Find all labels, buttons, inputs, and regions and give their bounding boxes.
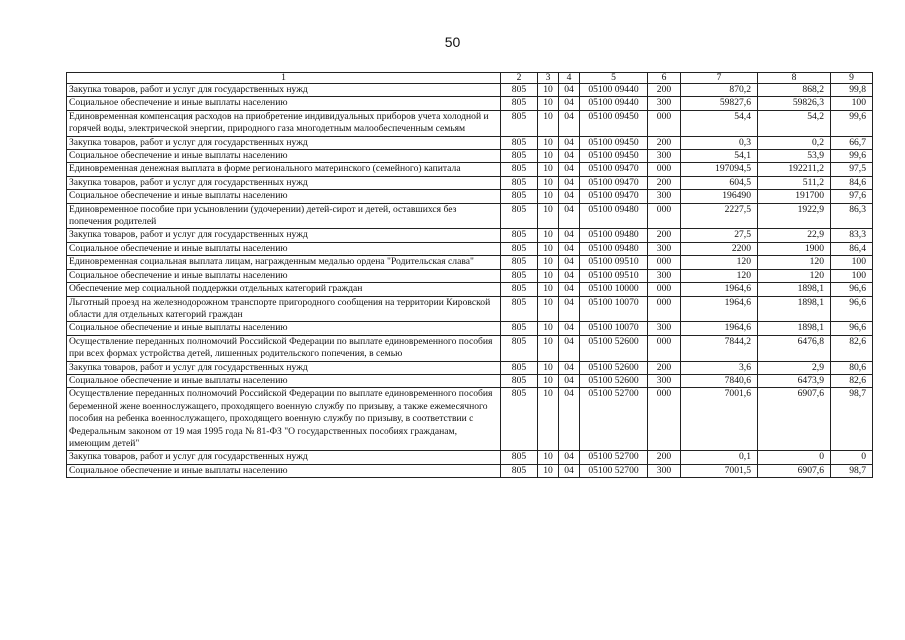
subsection-cell: 04: [559, 242, 580, 255]
expense-type-cell: 000: [648, 256, 681, 269]
executed-amount-cell: 22,9: [758, 229, 831, 242]
row-name-cell: Единовременная компенсация расходов на приобретение индивидуальных приборов учета холодной и горячей воды, электрической энергии, природного газа многодетным малообеспеченным семьям: [67, 110, 501, 136]
table-row: [67, 190, 873, 203]
execution-percent-cell: 82,6: [831, 374, 873, 387]
row-name-cell: Закупка товаров, работ и услуг для государственных нужд: [67, 176, 501, 189]
subsection-cell: 04: [559, 322, 580, 335]
expense-type-cell: 200: [648, 84, 681, 97]
subsection-cell: 04: [559, 296, 580, 322]
table-row: [67, 322, 873, 335]
planned-amount-cell: 197094,5: [681, 163, 758, 176]
execution-percent-cell: 96,6: [831, 322, 873, 335]
table-row: [67, 97, 873, 110]
column-header: 2: [501, 73, 538, 84]
execution-percent-cell: 80,6: [831, 361, 873, 374]
row-name-cell: Социальное обеспечение и иные выплаты населению: [67, 322, 501, 335]
subsection-cell: 04: [559, 283, 580, 296]
row-name-cell: Единовременное пособие при усыновлении (удочерении) детей-сирот и детей, оставшихся без попечения родителей: [67, 203, 501, 229]
expense-type-cell: 200: [648, 361, 681, 374]
executed-amount-cell: 6473,9: [758, 374, 831, 387]
planned-amount-cell: 1964,6: [681, 283, 758, 296]
planned-amount-cell: 3,6: [681, 361, 758, 374]
target-article-cell: 05100 09480: [580, 203, 648, 229]
executed-amount-cell: 1898,1: [758, 322, 831, 335]
table-row: [67, 388, 873, 451]
planned-amount-cell: 54,4: [681, 110, 758, 136]
table-row: [67, 296, 873, 322]
subsection-cell: 04: [559, 451, 580, 464]
target-article-cell: 05100 52600: [580, 335, 648, 361]
expense-type-cell: 200: [648, 176, 681, 189]
planned-amount-cell: 0,3: [681, 136, 758, 149]
execution-percent-cell: 97,5: [831, 163, 873, 176]
target-article-cell: 05100 09440: [580, 97, 648, 110]
table-row: [67, 335, 873, 361]
planned-amount-cell: 120: [681, 269, 758, 282]
expense-type-cell: 300: [648, 269, 681, 282]
planned-amount-cell: 27,5: [681, 229, 758, 242]
column-header: 5: [580, 73, 648, 84]
table-row: [67, 269, 873, 282]
row-name-cell: Социальное обеспечение и иные выплаты населению: [67, 464, 501, 477]
chapter-code-cell: 805: [501, 242, 538, 255]
execution-percent-cell: 98,7: [831, 464, 873, 477]
target-article-cell: 05100 10000: [580, 283, 648, 296]
section-cell: 10: [538, 110, 559, 136]
table-row: [67, 451, 873, 464]
section-cell: 10: [538, 136, 559, 149]
executed-amount-cell: 1922,9: [758, 203, 831, 229]
table-row: [67, 110, 873, 136]
target-article-cell: 05100 52700: [580, 388, 648, 451]
section-cell: 10: [538, 97, 559, 110]
expense-type-cell: 000: [648, 110, 681, 136]
planned-amount-cell: 2227,5: [681, 203, 758, 229]
section-cell: 10: [538, 229, 559, 242]
chapter-code-cell: 805: [501, 203, 538, 229]
planned-amount-cell: 7840,6: [681, 374, 758, 387]
section-cell: 10: [538, 150, 559, 163]
section-cell: 10: [538, 451, 559, 464]
planned-amount-cell: 870,2: [681, 84, 758, 97]
row-name-cell: Закупка товаров, работ и услуг для государственных нужд: [67, 361, 501, 374]
section-cell: 10: [538, 84, 559, 97]
executed-amount-cell: 0,2: [758, 136, 831, 149]
expense-type-cell: 300: [648, 322, 681, 335]
section-cell: 10: [538, 374, 559, 387]
expense-type-cell: 200: [648, 229, 681, 242]
chapter-code-cell: 805: [501, 110, 538, 136]
row-name-cell: Закупка товаров, работ и услуг для государственных нужд: [67, 136, 501, 149]
executed-amount-cell: 1900: [758, 242, 831, 255]
target-article-cell: 05100 52600: [580, 361, 648, 374]
table-row: [67, 374, 873, 387]
expense-type-cell: 300: [648, 190, 681, 203]
planned-amount-cell: 1964,6: [681, 322, 758, 335]
chapter-code-cell: 805: [501, 97, 538, 110]
executed-amount-cell: 54,2: [758, 110, 831, 136]
target-article-cell: 05100 09450: [580, 150, 648, 163]
section-cell: 10: [538, 190, 559, 203]
expense-type-cell: 300: [648, 242, 681, 255]
expense-type-cell: 000: [648, 296, 681, 322]
table-row: [67, 242, 873, 255]
executed-amount-cell: 191700: [758, 190, 831, 203]
subsection-cell: 04: [559, 256, 580, 269]
execution-percent-cell: 100: [831, 97, 873, 110]
planned-amount-cell: 120: [681, 256, 758, 269]
executed-amount-cell: 6476,8: [758, 335, 831, 361]
chapter-code-cell: 805: [501, 464, 538, 477]
expense-type-cell: 000: [648, 388, 681, 451]
target-article-cell: 05100 52700: [580, 451, 648, 464]
planned-amount-cell: 7001,5: [681, 464, 758, 477]
section-cell: 10: [538, 269, 559, 282]
subsection-cell: 04: [559, 269, 580, 282]
column-header: 7: [681, 73, 758, 84]
chapter-code-cell: 805: [501, 361, 538, 374]
subsection-cell: 04: [559, 361, 580, 374]
row-name-cell: Закупка товаров, работ и услуг для государственных нужд: [67, 229, 501, 242]
executed-amount-cell: 6907,6: [758, 388, 831, 451]
table-row: [67, 283, 873, 296]
expense-type-cell: 000: [648, 163, 681, 176]
planned-amount-cell: 7001,6: [681, 388, 758, 451]
table-row: [67, 203, 873, 229]
expense-type-cell: 300: [648, 464, 681, 477]
chapter-code-cell: 805: [501, 256, 538, 269]
chapter-code-cell: 805: [501, 322, 538, 335]
chapter-code-cell: 805: [501, 335, 538, 361]
chapter-code-cell: 805: [501, 190, 538, 203]
subsection-cell: 04: [559, 150, 580, 163]
table-row: [67, 150, 873, 163]
table-row: [67, 136, 873, 149]
executed-amount-cell: 120: [758, 256, 831, 269]
subsection-cell: 04: [559, 84, 580, 97]
target-article-cell: 05100 52600: [580, 374, 648, 387]
page-number: 50: [444, 34, 461, 50]
target-article-cell: 05100 09440: [580, 84, 648, 97]
executed-amount-cell: 1898,1: [758, 296, 831, 322]
subsection-cell: 04: [559, 388, 580, 451]
table-row: [67, 163, 873, 176]
execution-percent-cell: 99,6: [831, 150, 873, 163]
table-row: [67, 229, 873, 242]
planned-amount-cell: 7844,2: [681, 335, 758, 361]
execution-percent-cell: 98,7: [831, 388, 873, 451]
row-name-cell: Закупка товаров, работ и услуг для государственных нужд: [67, 451, 501, 464]
section-cell: 10: [538, 203, 559, 229]
execution-percent-cell: 66,7: [831, 136, 873, 149]
planned-amount-cell: 2200: [681, 242, 758, 255]
execution-percent-cell: 99,6: [831, 110, 873, 136]
chapter-code-cell: 805: [501, 176, 538, 189]
column-header: 8: [758, 73, 831, 84]
target-article-cell: 05100 09450: [580, 110, 648, 136]
target-article-cell: 05100 09480: [580, 242, 648, 255]
chapter-code-cell: 805: [501, 163, 538, 176]
section-cell: 10: [538, 283, 559, 296]
chapter-code-cell: 805: [501, 229, 538, 242]
target-article-cell: 05100 09470: [580, 190, 648, 203]
executed-amount-cell: 53,9: [758, 150, 831, 163]
target-article-cell: 05100 09510: [580, 269, 648, 282]
execution-percent-cell: 86,3: [831, 203, 873, 229]
execution-percent-cell: 100: [831, 256, 873, 269]
expense-type-cell: 200: [648, 451, 681, 464]
column-header: 4: [559, 73, 580, 84]
subsection-cell: 04: [559, 176, 580, 189]
row-name-cell: Единовременная социальная выплата лицам, награжденным медалью ордена "Родительская слава": [67, 256, 501, 269]
subsection-cell: 04: [559, 335, 580, 361]
execution-percent-cell: 96,6: [831, 296, 873, 322]
executed-amount-cell: 59826,3: [758, 97, 831, 110]
row-name-cell: Социальное обеспечение и иные выплаты населению: [67, 97, 501, 110]
chapter-code-cell: 805: [501, 388, 538, 451]
planned-amount-cell: 0,1: [681, 451, 758, 464]
planned-amount-cell: 1964,6: [681, 296, 758, 322]
column-header: 3: [538, 73, 559, 84]
header-row: [67, 73, 873, 84]
section-cell: 10: [538, 163, 559, 176]
execution-percent-cell: 97,6: [831, 190, 873, 203]
table-row: [67, 256, 873, 269]
row-name-cell: Осуществление переданных полномочий Российской Федерации по выплате единовременного пособия при всех формах устройства детей, лишенных родительского попечения, в семью: [67, 335, 501, 361]
row-name-cell: Закупка товаров, работ и услуг для государственных нужд: [67, 84, 501, 97]
chapter-code-cell: 805: [501, 283, 538, 296]
section-cell: 10: [538, 322, 559, 335]
planned-amount-cell: 59827,6: [681, 97, 758, 110]
subsection-cell: 04: [559, 97, 580, 110]
expense-type-cell: 200: [648, 136, 681, 149]
execution-percent-cell: 100: [831, 269, 873, 282]
budget-table: [66, 72, 873, 478]
planned-amount-cell: 604,5: [681, 176, 758, 189]
expense-type-cell: 300: [648, 97, 681, 110]
subsection-cell: 04: [559, 464, 580, 477]
row-name-cell: Льготный проезд на железнодорожном транспорте пригородного сообщения на территории Кировской области для отдельных категорий граждан: [67, 296, 501, 322]
section-cell: 10: [538, 242, 559, 255]
expense-type-cell: 300: [648, 150, 681, 163]
section-cell: 10: [538, 296, 559, 322]
execution-percent-cell: 82,6: [831, 335, 873, 361]
executed-amount-cell: 511,2: [758, 176, 831, 189]
target-article-cell: 05100 09470: [580, 176, 648, 189]
execution-percent-cell: 86,4: [831, 242, 873, 255]
chapter-code-cell: 805: [501, 84, 538, 97]
subsection-cell: 04: [559, 190, 580, 203]
target-article-cell: 05100 09510: [580, 256, 648, 269]
execution-percent-cell: 0: [831, 451, 873, 464]
section-cell: 10: [538, 335, 559, 361]
target-article-cell: 05100 52700: [580, 464, 648, 477]
section-cell: 10: [538, 176, 559, 189]
subsection-cell: 04: [559, 110, 580, 136]
subsection-cell: 04: [559, 163, 580, 176]
executed-amount-cell: 192211,2: [758, 163, 831, 176]
planned-amount-cell: 54,1: [681, 150, 758, 163]
table-row: [67, 464, 873, 477]
row-name-cell: Социальное обеспечение и иные выплаты населению: [67, 242, 501, 255]
chapter-code-cell: 805: [501, 150, 538, 163]
target-article-cell: 05100 09480: [580, 229, 648, 242]
planned-amount-cell: 196490: [681, 190, 758, 203]
execution-percent-cell: 99,8: [831, 84, 873, 97]
row-name-cell: Осуществление переданных полномочий Российской Федерации по выплате единовременного пособия беременной жене военнослужащего, проходящего военную службу по призыву, а также ежемесячного пособия на ребенка военнослужащего, проходящего военную службу по призыву, в соответствии с Федеральным законом от 19 мая 1995 года № 81-ФЗ "О государственных пособиях гражданам, имеющим детей": [67, 388, 501, 451]
column-header: 1: [67, 73, 501, 84]
column-header: 6: [648, 73, 681, 84]
row-name-cell: Социальное обеспечение и иные выплаты населению: [67, 150, 501, 163]
target-article-cell: 05100 10070: [580, 322, 648, 335]
table-row: [67, 361, 873, 374]
table-row: [67, 176, 873, 189]
executed-amount-cell: 1898,1: [758, 283, 831, 296]
chapter-code-cell: 805: [501, 451, 538, 464]
executed-amount-cell: 868,2: [758, 84, 831, 97]
subsection-cell: 04: [559, 136, 580, 149]
execution-percent-cell: 83,3: [831, 229, 873, 242]
section-cell: 10: [538, 464, 559, 477]
row-name-cell: Социальное обеспечение и иные выплаты населению: [67, 374, 501, 387]
row-name-cell: Социальное обеспечение и иные выплаты населению: [67, 269, 501, 282]
executed-amount-cell: 120: [758, 269, 831, 282]
row-name-cell: Социальное обеспечение и иные выплаты населению: [67, 190, 501, 203]
subsection-cell: 04: [559, 374, 580, 387]
expense-type-cell: 000: [648, 203, 681, 229]
subsection-cell: 04: [559, 229, 580, 242]
target-article-cell: 05100 09450: [580, 136, 648, 149]
subsection-cell: 04: [559, 203, 580, 229]
chapter-code-cell: 805: [501, 136, 538, 149]
column-header: 9: [831, 73, 873, 84]
chapter-code-cell: 805: [501, 296, 538, 322]
table-row: [67, 84, 873, 97]
executed-amount-cell: 2,9: [758, 361, 831, 374]
executed-amount-cell: 0: [758, 451, 831, 464]
chapter-code-cell: 805: [501, 269, 538, 282]
row-name-cell: Единовременная денежная выплата в форме регионального материнского (семейного) капитала: [67, 163, 501, 176]
section-cell: 10: [538, 361, 559, 374]
target-article-cell: 05100 09470: [580, 163, 648, 176]
row-name-cell: Обеспечение мер социальной поддержки отдельных категорий граждан: [67, 283, 501, 296]
execution-percent-cell: 96,6: [831, 283, 873, 296]
section-cell: 10: [538, 388, 559, 451]
expense-type-cell: 000: [648, 283, 681, 296]
expense-type-cell: 300: [648, 374, 681, 387]
chapter-code-cell: 805: [501, 374, 538, 387]
target-article-cell: 05100 10070: [580, 296, 648, 322]
execution-percent-cell: 84,6: [831, 176, 873, 189]
section-cell: 10: [538, 256, 559, 269]
executed-amount-cell: 6907,6: [758, 464, 831, 477]
expense-type-cell: 000: [648, 335, 681, 361]
